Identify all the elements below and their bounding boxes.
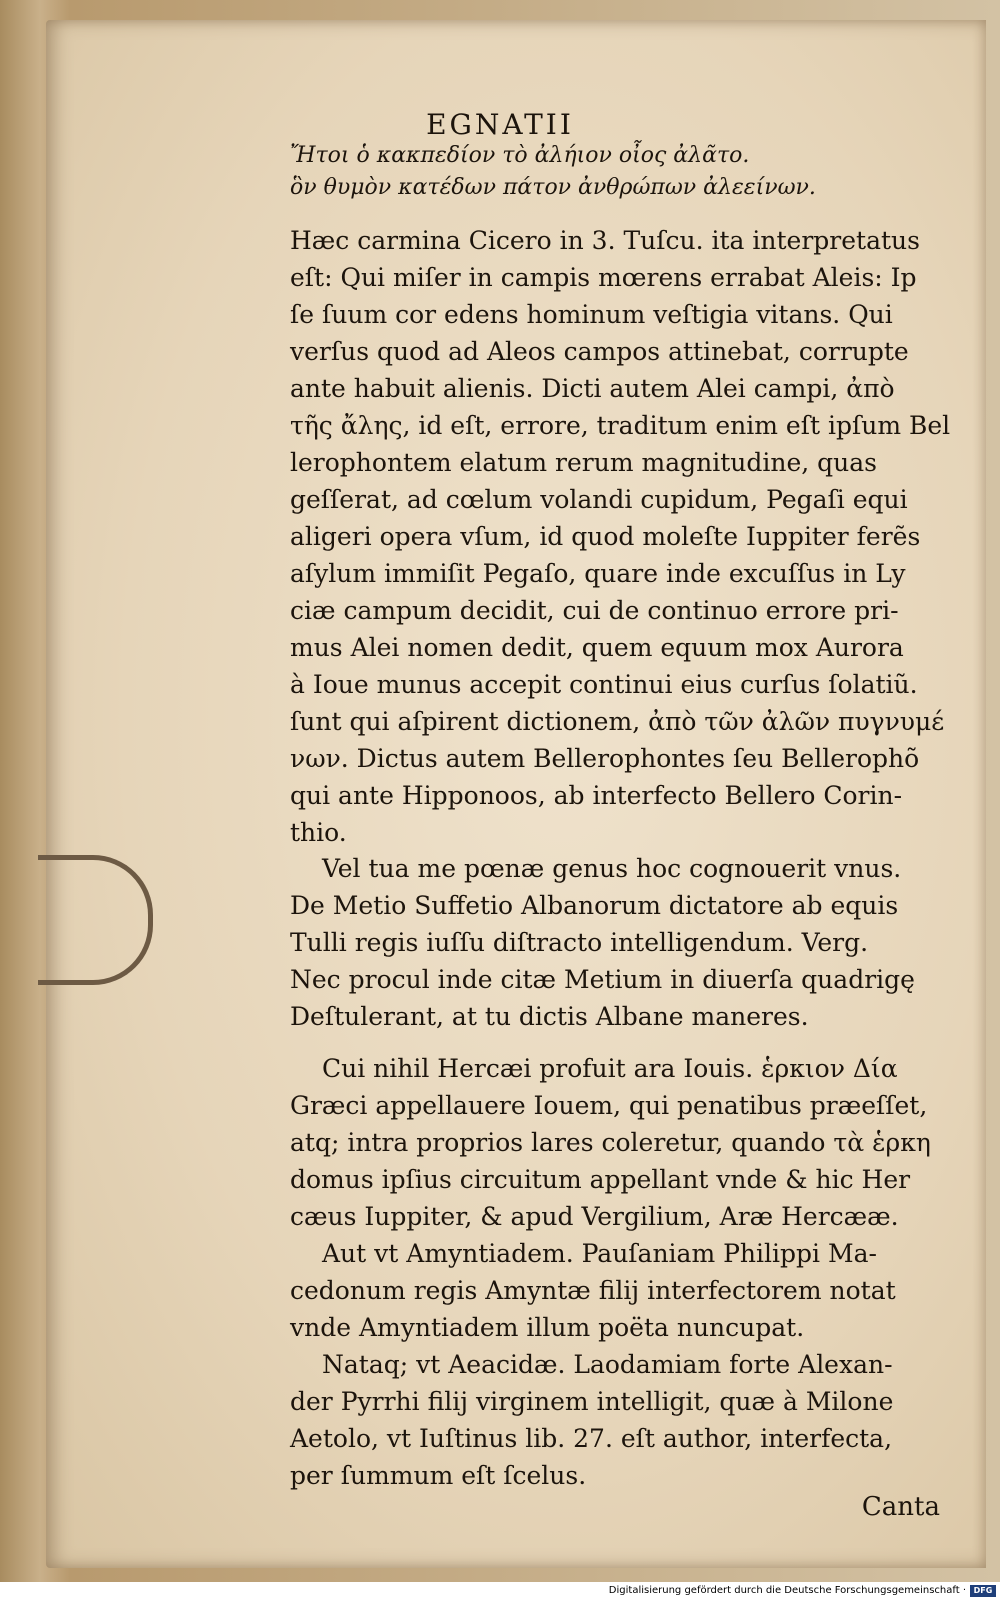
- text-line: Aetolo, vt Iuſtinus lib. 27. eſt author, interfecta,: [290, 1424, 893, 1453]
- text-line: De Metio Suffetio Albanorum dictatore ab equis: [290, 891, 899, 920]
- text-line: ſe ſuum cor edens hominum veſtigia vitans. Qui: [290, 300, 893, 329]
- text-line: thio.: [290, 818, 347, 847]
- text-line: Hæc carmina Cicero in 3. Tuſcu. ita interpretatus: [290, 226, 920, 255]
- running-header: EGNATII: [426, 108, 574, 141]
- lemma-line: Vel tua me pœnæ genus hoc cognouerit vnus.: [322, 854, 902, 883]
- text-line: Tulli regis iuſſu diſtracto intelligendum. Verg.: [290, 928, 869, 957]
- text-line: aligeri opera vſum, id quod moleſte Iuppiter ferẽs: [290, 522, 921, 551]
- text-line: τῆς ἄλης, id eſt, errore, traditum enim eſt ipſum Bel: [290, 411, 951, 440]
- digitization-credit-bar: [0, 1582, 1000, 1600]
- commentary-paragraph-3: [290, 1050, 930, 1235]
- text-line: verſus quod ad Aleos campos attinebat, corrupte: [290, 337, 909, 366]
- text-line: per ſummum eſt ſcelus.: [290, 1461, 587, 1490]
- text-line: ciæ campum decidit, cui de continuo errore pri-: [290, 596, 899, 625]
- commentary-paragraph-2: [290, 850, 930, 1035]
- lemma-line: Nataq; vt Aeacidæ. Laodamiam forte Alexan-: [322, 1350, 893, 1379]
- text-line: vnde Amyntiadem illum poëta nuncupat.: [290, 1313, 805, 1342]
- commentary-paragraph-5: [290, 1346, 930, 1494]
- text-line: ſunt qui aſpirent dictionem, ἀπὸ τῶν ἀλῶν πυγνυμέ: [290, 707, 945, 736]
- dfg-logo: DFG: [970, 1585, 996, 1597]
- text-line: νων. Dictus autem Bellerophontes ſeu Bellerophõ: [290, 744, 920, 773]
- binding-clasp: [38, 855, 153, 985]
- greek-verse: [290, 140, 930, 204]
- text-line: atq; intra proprios lares coleretur, quando τὰ ἑρκη: [290, 1128, 931, 1157]
- text-line: Nec procul inde citæ Metium in diuerſa quadrigę: [290, 965, 915, 994]
- text-line: eſt: Qui miſer in campis mœrens errabat Aleis: Ip: [290, 263, 917, 292]
- text-line: à Ioue munus accepit continui eius curſus ſolatiũ.: [290, 670, 918, 699]
- text-line: qui ante Hipponoos, ab interfecto Bellero Corin-: [290, 781, 903, 810]
- text-line: ante habuit alienis. Dicti autem Alei campi, ἀπὸ: [290, 374, 895, 403]
- text-line: cæus Iuppiter, & apud Vergilium, Aræ Hercææ.: [290, 1202, 899, 1231]
- text-line: aſylum immiſit Pegaſo, quare inde excuſſus in Ly: [290, 559, 906, 588]
- catchword: Canta: [861, 1492, 940, 1522]
- text-line: geſſerat, ad cœlum volandi cupidum, Pegaſi equi: [290, 485, 908, 514]
- lemma-line: Aut vt Amyntiadem. Pauſaniam Philippi Ma-: [322, 1239, 877, 1268]
- greek-verse-line: ὃν θυμὸν κατέδων πάτον ἀνθρώπων ἀλεείνων.: [290, 175, 816, 200]
- credit-text: Digitalisierung gefördert durch die Deutsche Forschungsgemeinschaft ·: [608, 1585, 966, 1596]
- text-line: Græci appellauere Iouem, qui penatibus præeſſet,: [290, 1091, 928, 1120]
- commentary-paragraph-4: [290, 1235, 930, 1346]
- text-line: domus ipſius circuitum appellant vnde & hic Her: [290, 1165, 911, 1194]
- commentary-paragraph-1: [290, 222, 951, 851]
- text-line: lerophontem elatum rerum magnitudine, quas: [290, 448, 877, 477]
- text-line: cedonum regis Amyntæ filij interfectorem notat: [290, 1276, 896, 1305]
- lemma-line: Cui nihil Hercæi profuit ara Iouis. ἑρκιον Δία: [322, 1054, 898, 1083]
- text-line: der Pyrrhi filij virginem intelligit, quæ à Milone: [290, 1387, 894, 1416]
- text-line: Deſtulerant, at tu dictis Albane maneres.: [290, 1002, 809, 1031]
- greek-verse-line: Ἤτοι ὁ κακπεδίον τὸ ἀλήιον οἶος ἀλᾶτο.: [290, 143, 750, 168]
- text-line: mus Alei nomen dedit, quem equum mox Aurora: [290, 633, 904, 662]
